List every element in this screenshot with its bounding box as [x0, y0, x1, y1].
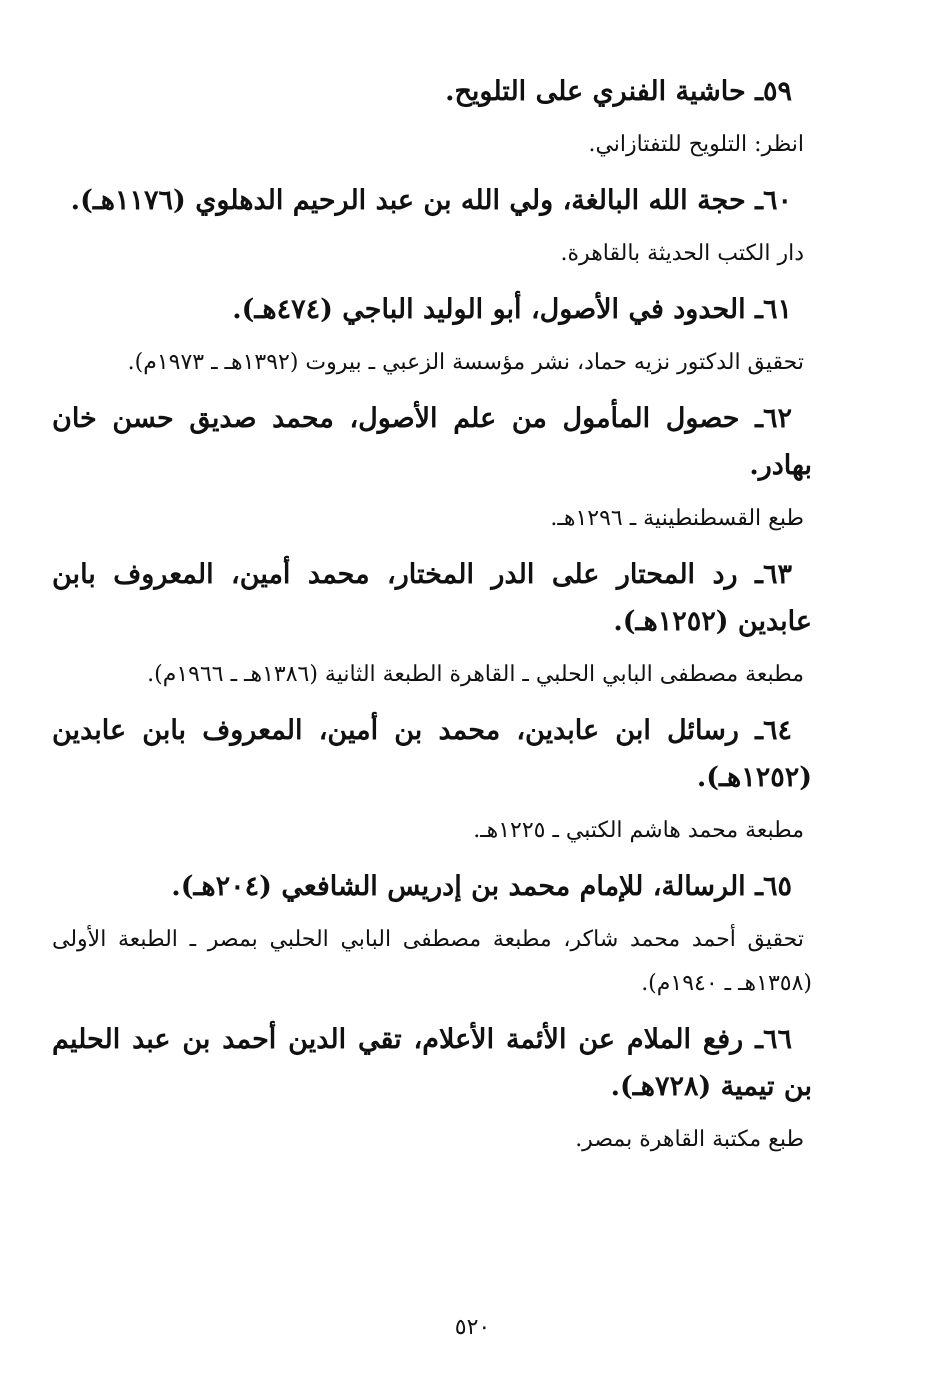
- entry-title: ٦١ـ الحدود في الأصول، أبو الوليد الباجي (٤٧٤هـ).: [232, 294, 792, 325]
- entry-title: ٦٦ـ رفع الملام عن الأئمة الأعلام، تقي الدين أحمد بن عبد الحليم بن تيمية (٧٢٨هـ).: [52, 1024, 812, 1102]
- entry-63: [52, 551, 812, 697]
- entry-title: ٦٣ـ رد المحتار على الدر المختار، محمد أمين، المعروف بابن عابدين (١٢٥٢هـ).: [52, 559, 812, 637]
- page-number: ٥٢٠: [454, 1315, 491, 1340]
- entry-62: [52, 395, 812, 541]
- entry-60: [52, 177, 812, 276]
- entry-note: طبع مكتبة القاهرة بمصر.: [575, 1127, 804, 1152]
- entry-64: [52, 707, 812, 853]
- entry-59: [52, 68, 812, 167]
- entry-note: انظر: التلويح للتفتازاني.: [588, 132, 804, 157]
- entry-61: [52, 286, 812, 385]
- entry-title: ٥٩ـ حاشية الفنري على التلويح.: [445, 76, 792, 107]
- entry-65: [52, 863, 812, 1006]
- entry-title: ٦٢ـ حصول المأمول من علم الأصول، محمد صديق حسن خان بهادر.: [52, 403, 812, 481]
- entry-note: تحقيق الدكتور نزيه حماد، نشر مؤسسة الزعبي ـ بيروت (١٣٩٢هـ ـ ١٩٧٣م).: [127, 350, 804, 375]
- entry-note: مطبعة محمد هاشم الكتبي ـ ١٢٢٥هـ.: [473, 818, 804, 843]
- entry-title: ٦٥ـ الرسالة، للإمام محمد بن إدريس الشافعي (٢٠٤هـ).: [171, 871, 792, 902]
- entry-title: ٦٤ـ رسائل ابن عابدين، محمد بن أمين، المعروف بابن عابدين (١٢٥٢هـ).: [52, 715, 812, 793]
- entry-title: ٦٠ـ حجة الله البالغة، ولي الله بن عبد الرحيم الدهلوي (١١٧٦هـ).: [70, 185, 792, 216]
- entry-note: طبع القسطنطينية ـ ١٢٩٦هـ.: [550, 506, 804, 531]
- entry-note: تحقيق أحمد محمد شاكر، مطبعة مصطفى البابي الحلبي بمصر ـ الطبعة الأولى (١٣٥٨هـ ـ ١٩٤٠م).: [52, 927, 812, 996]
- entry-note: مطبعة مصطفى البابي الحلبي ـ القاهرة الطبعة الثانية (١٣٨٦هـ ـ ١٩٦٦م).: [147, 662, 804, 687]
- entry-66: [52, 1016, 812, 1162]
- bibliography-page: [52, 68, 812, 1172]
- entry-note: دار الكتب الحديثة بالقاهرة.: [560, 241, 804, 266]
